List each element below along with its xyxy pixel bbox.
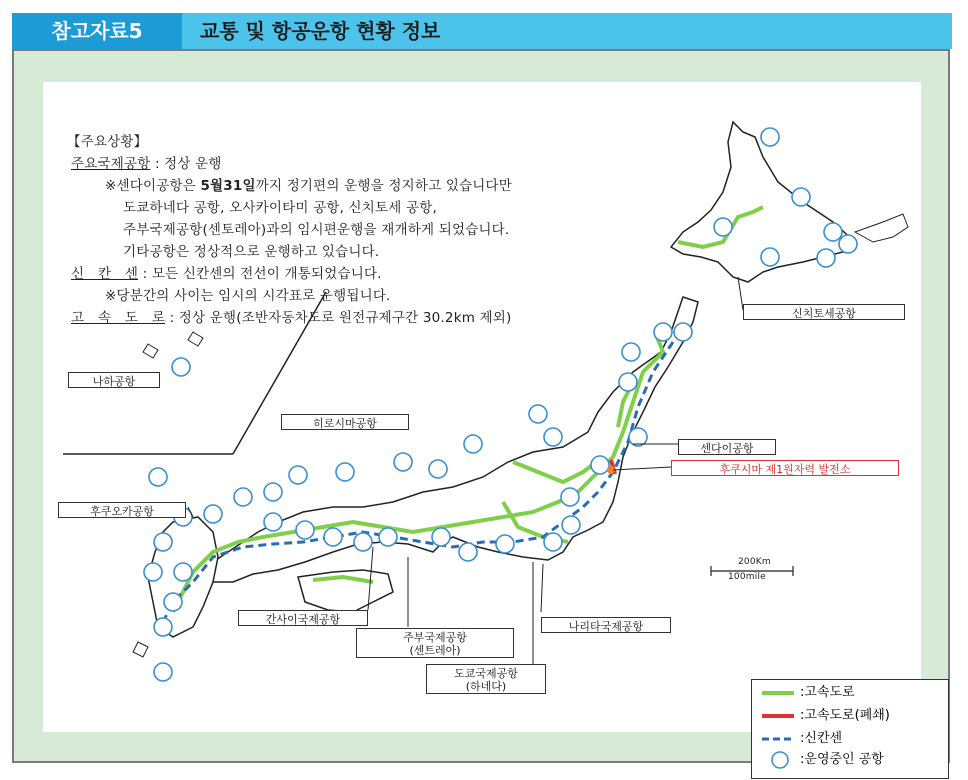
scale-mile: 100mile bbox=[728, 572, 766, 582]
highway-line bbox=[71, 306, 512, 326]
legend-shinkansen: :신칸센 bbox=[800, 731, 843, 746]
highway-status: : 정상 운행(조반자동차도로 원전규제구간 30.2km 제외) bbox=[165, 310, 512, 326]
header-title: 교통 및 항공운항 현황 정보 bbox=[200, 19, 441, 43]
header-bar bbox=[12, 13, 952, 49]
label-haneda-line1: 도쿄국제공항 bbox=[454, 667, 518, 680]
label-kansai: 간사이국제공항 bbox=[238, 610, 368, 626]
legend-closed: :고속도로(폐쇄) bbox=[800, 708, 890, 723]
label-hiroshima: 히로시마공항 bbox=[281, 414, 409, 430]
shinkansen-status: : 모든 신칸센의 전선이 개통되었습니다. bbox=[138, 266, 382, 282]
label-fukushima: 후쿠시마 제1원자력 발전소 bbox=[671, 460, 899, 476]
airport-note-3: 주부국제공항(센토레아)과의 임시편운행을 재개하게 되었습니다. bbox=[123, 222, 510, 238]
shinkansen-note: ※당분간의 사이는 임시의 시각표로 운행됩니다. bbox=[105, 288, 391, 304]
header-label: 참고자료5 bbox=[12, 13, 182, 49]
airport-status: : 정상 운행 bbox=[150, 156, 222, 172]
label-chubu-line1: 주부국제공항 bbox=[403, 631, 467, 644]
label-chubu bbox=[356, 628, 514, 658]
label-haneda-line2: (하네다) bbox=[465, 680, 507, 693]
airport-note-1-post: 까지 정기편의 운행을 정지하고 있습니다만 bbox=[255, 178, 513, 194]
shinkansen-label: 신 칸 센 bbox=[71, 266, 139, 282]
legend-highway: :고속도로 bbox=[800, 685, 855, 700]
airport-note-1-pre: ※센다이공항은 bbox=[105, 178, 201, 194]
shinkansen-line bbox=[71, 262, 382, 282]
airport-line bbox=[71, 152, 222, 172]
label-sendai: 센다이공항 bbox=[678, 439, 776, 455]
legend-airport: :운영중인 공항 bbox=[800, 752, 884, 767]
highway-label: 고 속 도 로 bbox=[71, 310, 166, 326]
airport-label: 주요국제공항 bbox=[71, 156, 151, 172]
label-chubu-line2: (센트레아) bbox=[409, 644, 461, 657]
label-shinchitose: 신치토세공항 bbox=[743, 304, 905, 320]
legend bbox=[751, 679, 949, 779]
notes-heading: 【주요상황】 bbox=[67, 134, 148, 150]
label-narita: 나리타국제공항 bbox=[541, 617, 671, 633]
label-haneda bbox=[426, 664, 546, 694]
airport-note-2: 도쿄하네다 공항, 오사카이타미 공항, 신치토세 공항, bbox=[123, 200, 437, 216]
label-fukuoka: 후쿠오카공항 bbox=[58, 502, 186, 518]
airport-note-1 bbox=[105, 174, 512, 194]
airport-note-4: 기타공항은 정상적으로 운행하고 있습니다. bbox=[123, 244, 380, 260]
scale-km: 200Km bbox=[738, 557, 771, 567]
label-naha: 나하공항 bbox=[68, 372, 160, 388]
airport-note-1-date: 5월31일 bbox=[200, 178, 256, 194]
map-frame bbox=[43, 82, 921, 767]
